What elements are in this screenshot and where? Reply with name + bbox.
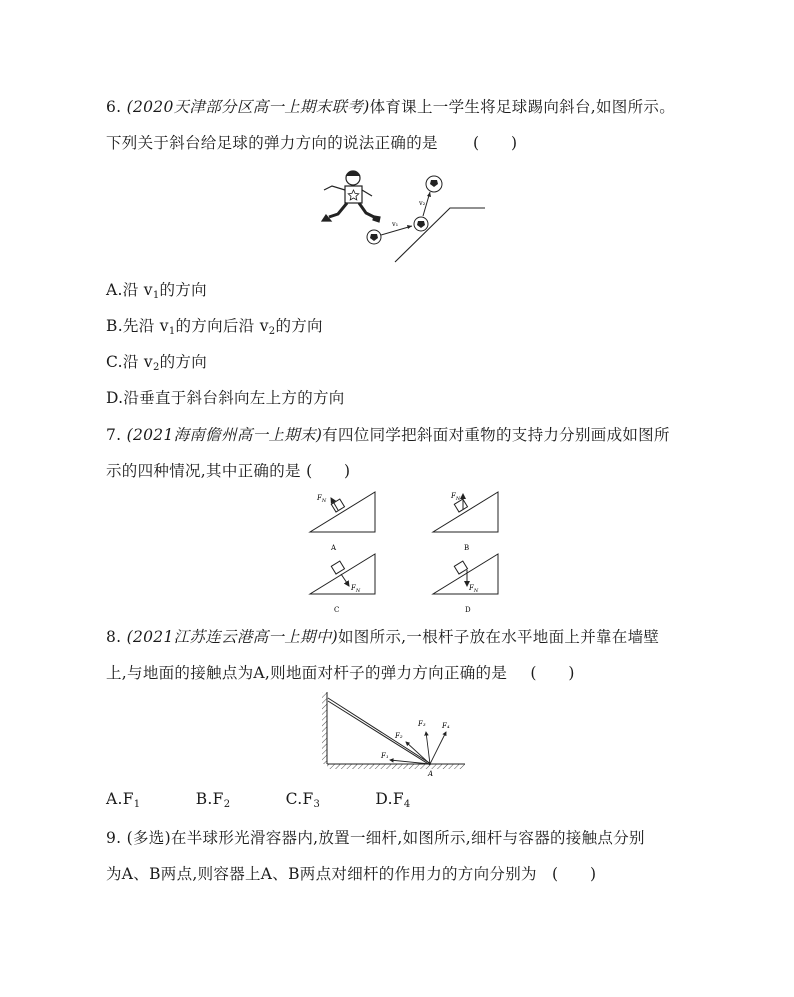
option-subscript: 1 [152, 290, 160, 301]
q6-figure-kicking-ball [310, 168, 485, 266]
student-illustration [322, 171, 380, 222]
caption-c: C [334, 606, 340, 613]
q6-option-a [106, 278, 207, 301]
f3-arrow [426, 732, 430, 764]
option-text: 沿 v [122, 353, 153, 371]
f4-label: F₄ [442, 722, 450, 730]
q6-option-c [106, 350, 207, 373]
incline-option-d [433, 554, 498, 594]
point-a-label: A [428, 770, 434, 778]
q9-number: 9. [106, 829, 122, 847]
caption-d: D [465, 606, 471, 613]
f2-label: F₂ [395, 732, 403, 740]
option-subscript: 1 [168, 326, 176, 337]
q8-figure-rod-against-wall [318, 690, 468, 778]
q6-source: (2020天津部分区高一上期末联考) [126, 98, 370, 116]
q7-line1 [106, 423, 670, 445]
q8-option-c: $C.F_3$ [285, 790, 321, 810]
football-icon [426, 176, 442, 192]
option-text: 的方向 [159, 353, 208, 371]
q8-number: 8. [106, 628, 122, 646]
football-icon [414, 217, 428, 231]
q9-stem-2: 为A、B两点,则容器上A、B两点对细杆的作用力的方向分别为 [106, 865, 537, 883]
option-letter: B. [106, 317, 123, 335]
q6-stem-2: 下列关于斜台给足球的弹力方向的说法正确的是 [106, 134, 438, 152]
q7-line2 [106, 459, 350, 481]
option-text: 的方向后沿 v [175, 317, 269, 335]
q8-option-b: $B.F_2$ [195, 790, 231, 810]
q8-source: (2021江苏连云港高一上期中) [126, 628, 338, 646]
caption-a: A [331, 544, 337, 552]
q7-stem-2: 示的四种情况,其中正确的是 [106, 462, 301, 480]
q8-options [106, 790, 411, 810]
f2-arrow [406, 742, 430, 764]
q9-source: (多选) [126, 829, 171, 847]
v1-label: v₁ [392, 220, 399, 228]
q7-number: 7. [106, 426, 122, 444]
option-subscript: 2 [268, 326, 276, 337]
q8-option-a: $A.F_1$ [106, 790, 141, 810]
q8-line2 [106, 661, 575, 683]
q7-answer-paren: ( ) [306, 462, 351, 480]
option-text: 沿垂直于斜台斜向左上方的方向 [123, 389, 345, 407]
option-letter: D. [106, 389, 124, 407]
q9-stem-1: 在半球形光滑容器内,放置一细杆,如图所示,细杆与容器的接触点分别 [170, 829, 645, 847]
option-subscript: 2 [152, 362, 160, 373]
force-label: $F_N$ [469, 584, 479, 594]
f1-arrow [390, 760, 430, 764]
incline-surface [395, 208, 485, 262]
incline-option-b [433, 492, 498, 532]
q6-option-d [106, 386, 345, 408]
q6-stem-1: 体育课上一学生将足球踢向斜台,如图所示。 [369, 98, 676, 116]
rod [328, 698, 431, 765]
q7-stem-1: 有四位同学把斜面对重物的支持力分别画成如图所 [322, 426, 670, 444]
force-label: $F_N$ [317, 494, 327, 504]
option-text: 的方向 [159, 281, 207, 299]
option-text: 的方向 [275, 317, 323, 335]
option-letter: C. [106, 353, 123, 371]
q6-line2 [106, 131, 517, 153]
force-label: $F_N$ [451, 492, 461, 502]
q7-source: (2021海南儋州高一上期末) [126, 426, 323, 444]
v2-label: v₂ [419, 199, 426, 207]
f4-arrow [430, 732, 446, 764]
q6-answer-paren: ( ) [473, 134, 518, 152]
q6-line1 [106, 95, 675, 117]
option-text: 沿 v [122, 281, 153, 299]
q9-line2 [106, 862, 596, 884]
option-text: 先沿 v [122, 317, 169, 335]
q8-line1 [106, 625, 659, 647]
f3-label: F₃ [418, 720, 426, 728]
f1-label: F₁ [381, 752, 389, 760]
ground [327, 764, 465, 769]
q9-line1 [106, 826, 645, 848]
q6-number: 6. [106, 98, 122, 116]
q9-answer-paren: ( ) [552, 865, 597, 883]
q8-stem-2: 上,与地面的接触点为A,则地面对杆子的弹力方向正确的是 [106, 664, 508, 682]
wall [322, 692, 327, 764]
q8-answer-paren: ( ) [530, 664, 575, 682]
force-label: $F_N$ [351, 584, 361, 594]
q6-option-b [106, 314, 323, 337]
football-icon [367, 230, 381, 244]
caption-b: B [464, 544, 470, 552]
option-letter: A. [106, 281, 123, 299]
q7-figure-four-inclines [305, 488, 505, 613]
incline-option-c [310, 554, 375, 594]
q8-stem-1: 如图所示,一根杆子放在水平地面上并靠在墙壁 [337, 628, 660, 646]
q8-option-d: $D.F_4$ [375, 790, 411, 810]
